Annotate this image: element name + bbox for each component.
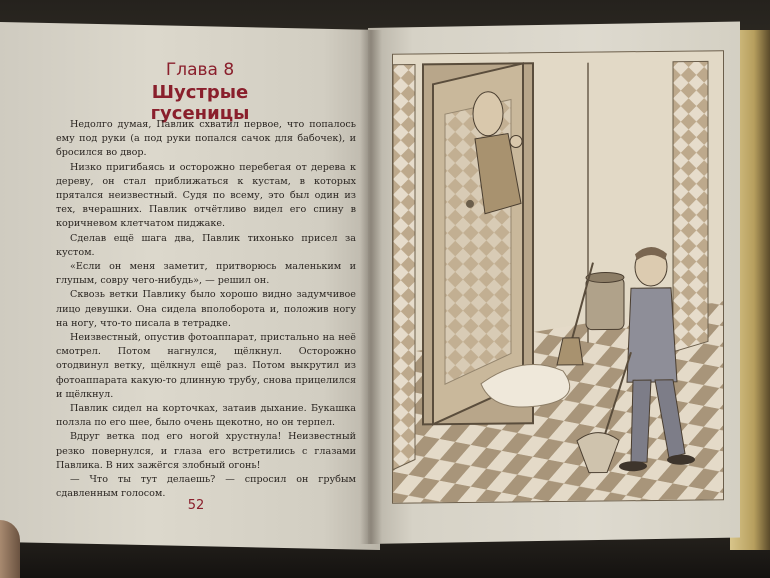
boy-left-leg (631, 380, 651, 462)
right-wall-pattern (673, 61, 708, 351)
trash-bin (586, 277, 624, 329)
peeking-man-hand (510, 135, 522, 147)
paragraph: Павлик сидел на корточках, затаив дыхание. Букашка ползла по его шее, было очень щекотно, но он терпел. (56, 403, 356, 429)
paragraph: Недолго думая, Павлик схватил первое, что попалось ему под руки (а под руки попался сачок для бабочек), и бросился во двор. (56, 119, 356, 159)
paragraph: Сделав ещё шага два, Павлик тихонько присел за кустом. (56, 232, 356, 258)
page-number: 52 (187, 498, 205, 513)
left-wall-pattern (393, 64, 415, 469)
book-gutter (360, 30, 382, 544)
boy-jacket (627, 288, 677, 383)
paragraph: — Что ты тут делаешь? — спросил он грубым сдавленным голосом. (56, 474, 356, 500)
trash-bin-lid (586, 272, 624, 282)
finger-edge (0, 520, 20, 578)
peeking-man-head (473, 92, 503, 136)
illustration (392, 50, 724, 503)
illustration-drawing (393, 51, 723, 502)
chapter-title: Шустрые гусеницы (150, 82, 250, 124)
chapter-number: Глава 8 (165, 60, 235, 80)
paragraph: Сквозь ветки Павлику было хорошо видно задумчивое лицо девушки. Она сидела вполоборота и, положив ногу на ногу, что-то писала в тетрадке. (56, 289, 356, 329)
paragraph: «Если он меня заметит, притворюсь маленьким и глупым, совру чего-нибудь», — решил он. (56, 261, 356, 287)
paragraph: Вдруг ветка под его ногой хрустнула! Неизвестный резко повернулся, и глаза его встретились с глазами Павлика. В них зажёгся злобный огонь! (56, 431, 356, 471)
chapter-text (56, 118, 356, 501)
paragraph: Низко пригибаясь и осторожно перебегая от дерева к дереву, он стал приближаться к кустам, в которых прятался неизвестный. Судя по всему, это был один из тех, вчерашних. Павлик отчётливо видел его спину в коричневом клетчатом пиджаке. (56, 161, 356, 230)
paragraph: Неизвестный, опустив фотоаппарат, пристально на неё смотрел. Потом нагнулся, щёлкнул. Осторожно отодвинул ветку, щёлкнул ещё раз. Потом выкрутил из фотоаппарата какую-то длинную трубу, снова прицелился и щёлкнул. (56, 332, 356, 400)
